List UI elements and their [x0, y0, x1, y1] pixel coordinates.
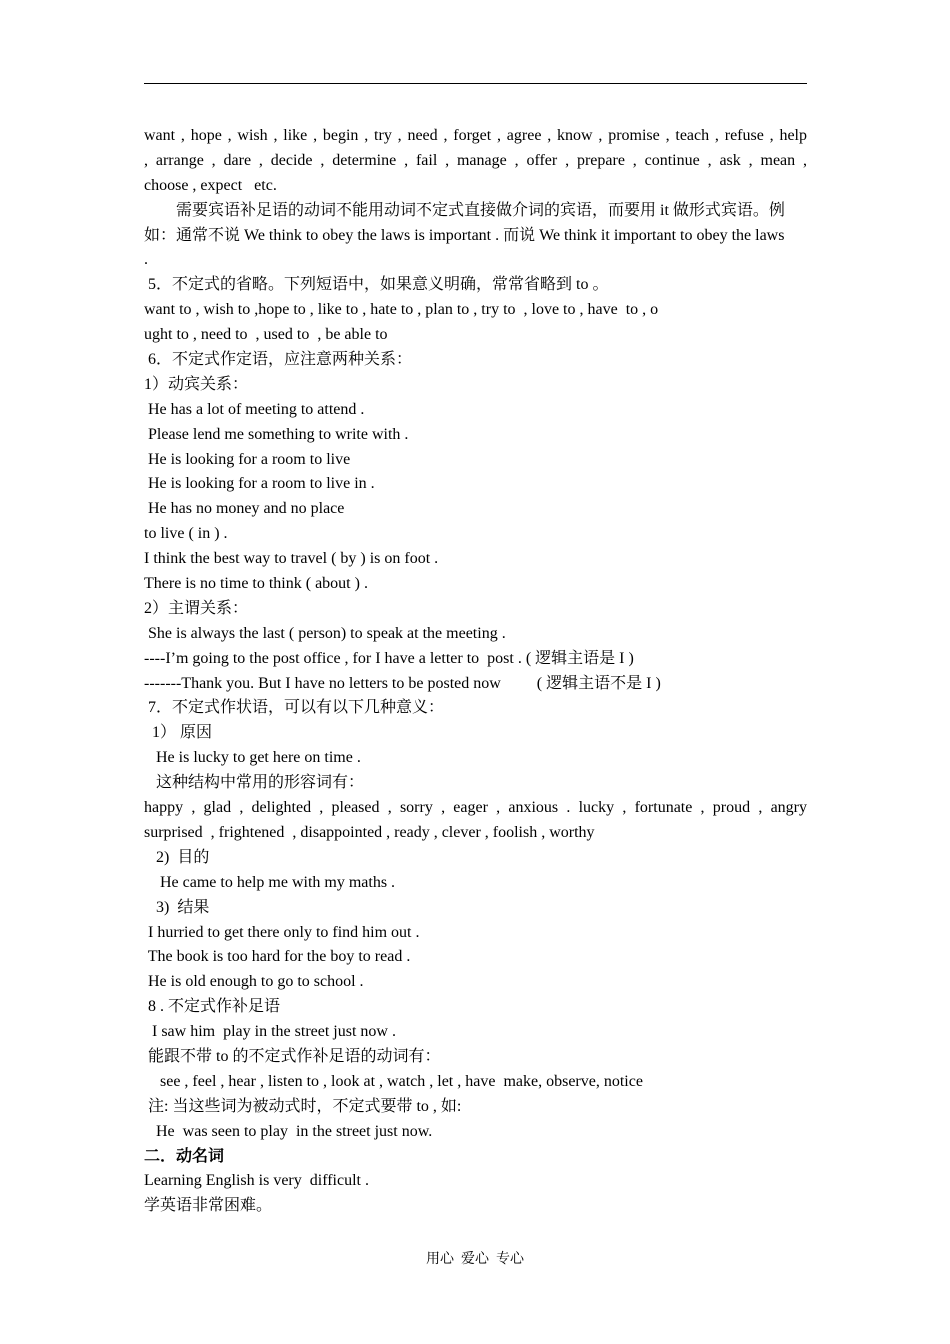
text-line: 学英语非常困难。 — [144, 1197, 273, 1215]
example-sentence: Please lend me something to write with . — [144, 425, 409, 443]
example-sentence: He came to help me with my maths . — [144, 873, 396, 891]
text-line: want to , wish to ,hope to , like to , hate to , plan to , try to , love to , have to , o — [144, 301, 659, 319]
subsection-heading: 1）动宾关系： — [144, 375, 249, 393]
subsection-heading: 2）主谓关系： — [144, 599, 249, 617]
example-sentence: I think the best way to travel ( by ) is on foot . — [144, 550, 439, 568]
example-sentence: to live ( in ) . — [144, 525, 228, 543]
example-sentence: There is no time to think ( about ) . — [144, 575, 368, 593]
text-line: 需要宾语补足语的动词不能用动词不定式直接做介词的宾语，而要用 it 做形式宾语。例 — [144, 201, 785, 219]
example-sentence: She is always the last ( person) to speak at the meeting . — [144, 624, 506, 642]
example-sentence: He is looking for a room to live in . — [144, 475, 375, 493]
chapter-heading: 二．动名词 — [144, 1147, 225, 1165]
example-sentence: -------Thank you. But I have no letters to be posted now ( 逻辑主语不是 I ) — [144, 674, 661, 692]
subsection-heading: 1） 原因 — [144, 724, 213, 742]
subsection-heading: 3) 结果 — [144, 898, 210, 916]
example-sentence: He is looking for a room to live — [144, 450, 351, 468]
text-line: 这种结构中常用的形容词有： — [144, 774, 365, 792]
page-footer: 用心 爱心 专心 — [426, 1252, 524, 1267]
example-sentence: He is lucky to get here on time . — [144, 749, 361, 767]
text-line: 能跟不带 to 的不定式作补足语的动词有： — [144, 1047, 441, 1065]
section-heading: 7．不定式作状语，可以有以下几种意义： — [144, 699, 445, 717]
text-line: happy , glad , delighted , pleased , sorry , eager , anxious . lucky , fortunate , proud , angry — [144, 799, 807, 817]
section-heading: 5．不定式的省略。下列短语中，如果意义明确，常常省略到 to 。 — [144, 276, 609, 294]
section-heading: 8 . 不定式作补足语 — [144, 998, 281, 1016]
text-line: surprised , frightened , disappointed , ready , clever , foolish , worthy — [144, 823, 595, 841]
text-line: , arrange , dare , decide , determine , fail , manage , offer , prepare , continue , ask , mean , — [144, 151, 807, 169]
text-line: 如：通常不说 We think to obey the laws is important . 而说 We think it important to obey the laws — [144, 226, 785, 244]
text-line: want , hope , wish , like , begin , try , need , forget , agree , know , promise , teach , refuse , help — [144, 127, 807, 144]
example-sentence: I hurried to get there only to find him out . — [144, 923, 420, 941]
section-heading: 6．不定式作定语，应注意两种关系： — [144, 351, 413, 369]
example-sentence: Learning English is very difficult . — [144, 1172, 369, 1190]
subsection-heading: 2) 目的 — [144, 848, 210, 866]
text-line: see , feel , hear , listen to , look at , watch , let , have make, observe, notice — [144, 1072, 643, 1090]
text-line: . — [144, 251, 148, 269]
example-sentence: He has a lot of meeting to attend . — [144, 400, 365, 418]
example-sentence: He was seen to play in the street just now. — [144, 1122, 433, 1140]
example-sentence: I saw him play in the street just now . — [144, 1023, 396, 1041]
document-body — [144, 124, 807, 1219]
text-line: choose , expect etc. — [144, 176, 277, 194]
example-sentence: The book is too hard for the boy to read . — [144, 948, 411, 966]
example-sentence: He has no money and no place — [144, 500, 345, 518]
example-sentence: He is old enough to go to school . — [144, 973, 364, 991]
text-line: ught to , need to , used to , be able to — [144, 326, 388, 344]
example-sentence: ----I’m going to the post office , for I have a letter to post . ( 逻辑主语是 I ) — [144, 649, 634, 667]
text-line: 注: 当这些词为被动式时，不定式要带 to , 如: — [144, 1097, 462, 1115]
header-rule — [144, 83, 807, 84]
